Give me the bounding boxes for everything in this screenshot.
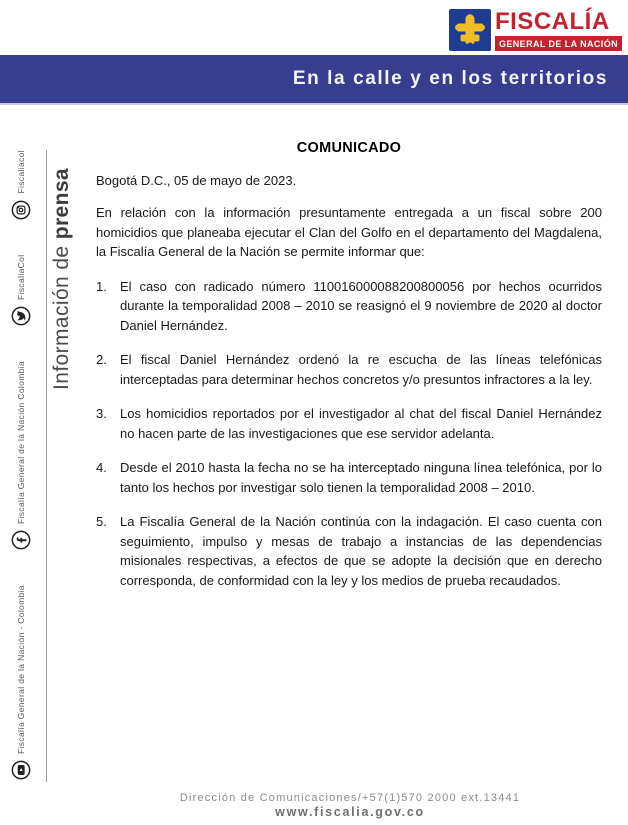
list-item-number: 5. xyxy=(96,514,107,529)
youtube-icon xyxy=(11,760,31,780)
campaign-banner-text: En la calle y en los territorios xyxy=(292,68,608,89)
list-item-text: Los homicidios reportados por el investigador al chat del fiscal Daniel Hernández no hacen parte de las investigaciones que ese servidor adelanta. xyxy=(120,406,602,441)
list-item-number: 3. xyxy=(96,406,107,421)
list-item xyxy=(96,458,602,497)
document-date: Bogotá D.C., 05 de mayo de 2023. xyxy=(96,173,297,188)
document-body xyxy=(96,140,602,605)
logo-title: FISCALÍA xyxy=(494,8,610,35)
social-rail xyxy=(10,150,32,780)
page-footer xyxy=(70,792,628,819)
list-item-number: 4. xyxy=(96,460,107,475)
social-label: FiscaliaCol xyxy=(16,254,26,300)
fiscalia-logo xyxy=(449,9,622,51)
social-label: Fiscalía General de la Nación Colombia xyxy=(16,360,26,525)
intro-paragraph: En relación con la información presuntamente entregada a un fiscal sobre 200 homicidios que planeaba ejecutar el Clan del Golfo en el departamento del Magdalena, la Fiscalía General de la Nación se permite informar que: xyxy=(96,205,602,259)
footer-website: www.fiscalia.gov.co xyxy=(275,805,425,819)
facebook-icon xyxy=(11,530,31,550)
list-item-number: 2. xyxy=(96,352,107,367)
list-item-text: La Fiscalía General de la Nación continúa con la indagación. El caso cuenta con seguimiento, impulso y mesas de trabajo a instancias de las dependencias misionales respectivas, a efectos de que se adopte la decisión que en derecho corresponda, de conformidad con la ley y los medios de prueba recaudados. xyxy=(120,514,602,588)
list-item-number: 1. xyxy=(96,278,107,294)
press-label-bold: prensa xyxy=(50,167,73,240)
list-item-text: Desde el 2010 hasta la fecha no se ha interceptado ninguna línea telefónica, por lo tanto los hechos por investigar solo tienen la temporalidad 2008 – 2010. xyxy=(120,460,602,495)
social-entry-facebook xyxy=(11,361,31,550)
list-item xyxy=(96,350,602,389)
fiscalia-puzzle-icon xyxy=(449,9,491,51)
list-item xyxy=(96,277,602,336)
list-item-text: El caso con radicado número 110016000088200800056 por hechos ocurridos durante la temporalidad 2008 – 2010 se reasignó el 9 noviembre de 2020 al doctor Daniel Hernández. xyxy=(120,278,602,333)
document-title: COMUNICADO xyxy=(296,140,402,156)
logo-subtitle: GENERAL DE LA NACIÓN xyxy=(495,36,622,51)
social-label: Fiscaliacol xyxy=(16,150,26,194)
campaign-banner xyxy=(0,55,628,105)
social-label: Fiscalía General de la Nación - Colombia xyxy=(16,585,26,754)
footer-contact: Dirección de Comunicaciones/+57(1)570 2000 ext.13441 xyxy=(179,792,521,804)
social-entry-instagram xyxy=(11,150,31,220)
twitter-icon xyxy=(11,306,31,326)
press-label xyxy=(50,150,82,390)
list-item-text: El fiscal Daniel Hernández ordenó la re escucha de las líneas telefónicas interceptadas para determinar hechos concretos y/o presuntos infractores a la ley. xyxy=(120,352,602,387)
social-entry-twitter xyxy=(11,255,31,326)
instagram-icon xyxy=(11,200,31,220)
sidebar-divider xyxy=(46,150,47,782)
list-item xyxy=(96,404,602,443)
press-label-regular: Información de xyxy=(50,239,73,390)
list-item xyxy=(96,512,602,590)
social-entry-youtube xyxy=(11,585,31,780)
